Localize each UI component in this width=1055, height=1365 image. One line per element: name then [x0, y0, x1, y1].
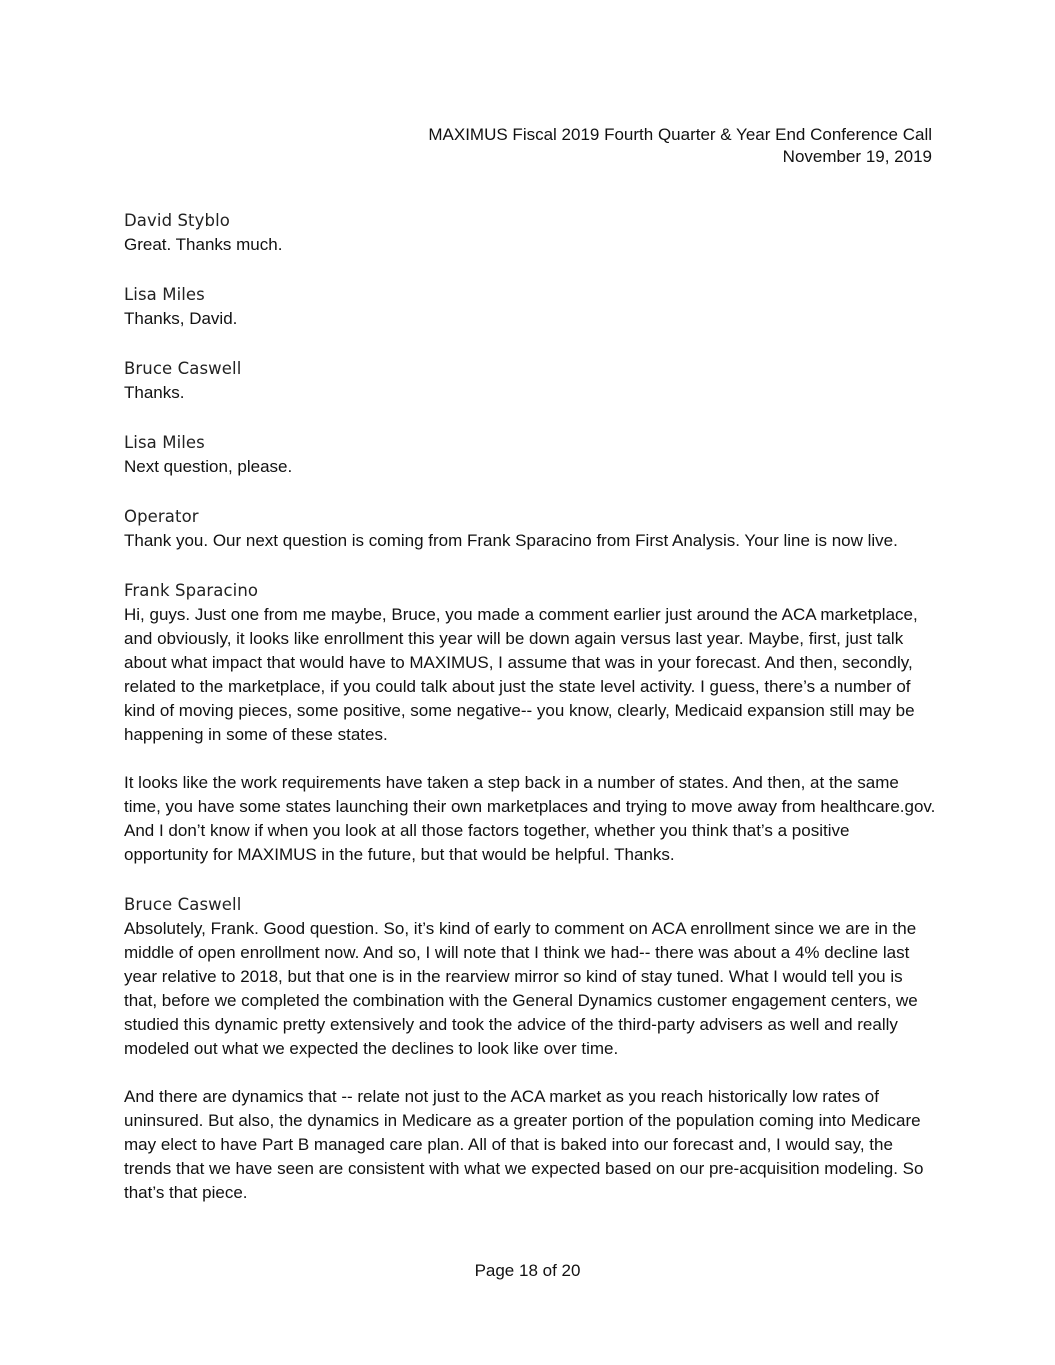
speech-paragraph: Thanks.: [124, 383, 185, 402]
transcript-turn: [124, 357, 936, 405]
page-header: [428, 124, 932, 168]
transcript-turn: [124, 283, 936, 331]
transcript-turn: [124, 431, 936, 479]
transcript-turn: [124, 209, 936, 257]
speaker-name: Lisa Miles: [124, 285, 205, 304]
transcript-turn: [124, 579, 936, 867]
speech-paragraph: Hi, guys. Just one from me maybe, Bruce, you made a comment earlier just around the ACA marketplace, and obviously, it looks like enrollment this year will be down again versus last year. Maybe, first, just talk about what impact that would have to MAXIMUS, I assume that was in your forecast. And then, secondly, related to the marketplace, if you could talk about just the state level activity. I guess, there’s a number of kind of moving pieces, some positive, some negative-- you know, clearly, Medicaid expansion still may be happening in some of these states.: [124, 605, 918, 744]
document-title: MAXIMUS Fiscal 2019 Fourth Quarter & Year End Conference Call: [428, 125, 932, 144]
speech-paragraph: Thanks, David.: [124, 309, 238, 328]
speaker-name: Frank Sparacino: [124, 581, 259, 600]
speaker-name: David Styblo: [124, 211, 230, 230]
speaker-name: Bruce Caswell: [124, 895, 242, 914]
transcript-turn: [124, 893, 936, 1205]
speech-paragraph: And there are dynamics that -- relate not just to the ACA market as you reach historically low rates of uninsured. But also, the dynamics in Medicare as a greater portion of the population coming into Medicare may elect to have Part B managed care plan. All of that is baked into our forecast and, I would say, the trends that we have seen are consistent with what we expected based on our pre-acquisition modeling. So that’s that piece.: [124, 1087, 924, 1202]
speech-paragraph: It looks like the work requirements have taken a step back in a number of states. And then, at the same time, you have some states launching their own marketplaces and trying to move away from healthcare.gov. And I don’t know if when you look at all those factors together, whether you think that’s a positive opportunity for MAXIMUS in the future, but that would be helpful. Thanks.: [124, 773, 936, 864]
transcript-turn: [124, 505, 936, 553]
speech-paragraph: Great. Thanks much.: [124, 235, 283, 254]
transcript-body: [124, 209, 936, 1231]
speech-paragraph: Absolutely, Frank. Good question. So, it’s kind of early to comment on ACA enrollment since we are in the middle of open enrollment now. And so, I will note that I think we had-- there was about a 4% decline last year relative to 2018, but that one is in the rearview mirror so kind of stay tuned. What I would tell you is that, before we completed the combination with the General Dynamics customer engagement centers, we studied this dynamic pretty extensively and took the advice of the third-party advisers as well and really modeled out what we expected the declines to look like over time.: [124, 919, 918, 1058]
speaker-name: Lisa Miles: [124, 433, 205, 452]
speaker-name: Operator: [124, 507, 199, 526]
speech-paragraph: Thank you. Our next question is coming from Frank Sparacino from First Analysis. Your line is now live.: [124, 531, 898, 550]
speech-paragraph: Next question, please.: [124, 457, 293, 476]
document-date: November 19, 2019: [782, 147, 932, 166]
speaker-name: Bruce Caswell: [124, 359, 242, 378]
page-number: Page 18 of 20: [474, 1261, 581, 1280]
